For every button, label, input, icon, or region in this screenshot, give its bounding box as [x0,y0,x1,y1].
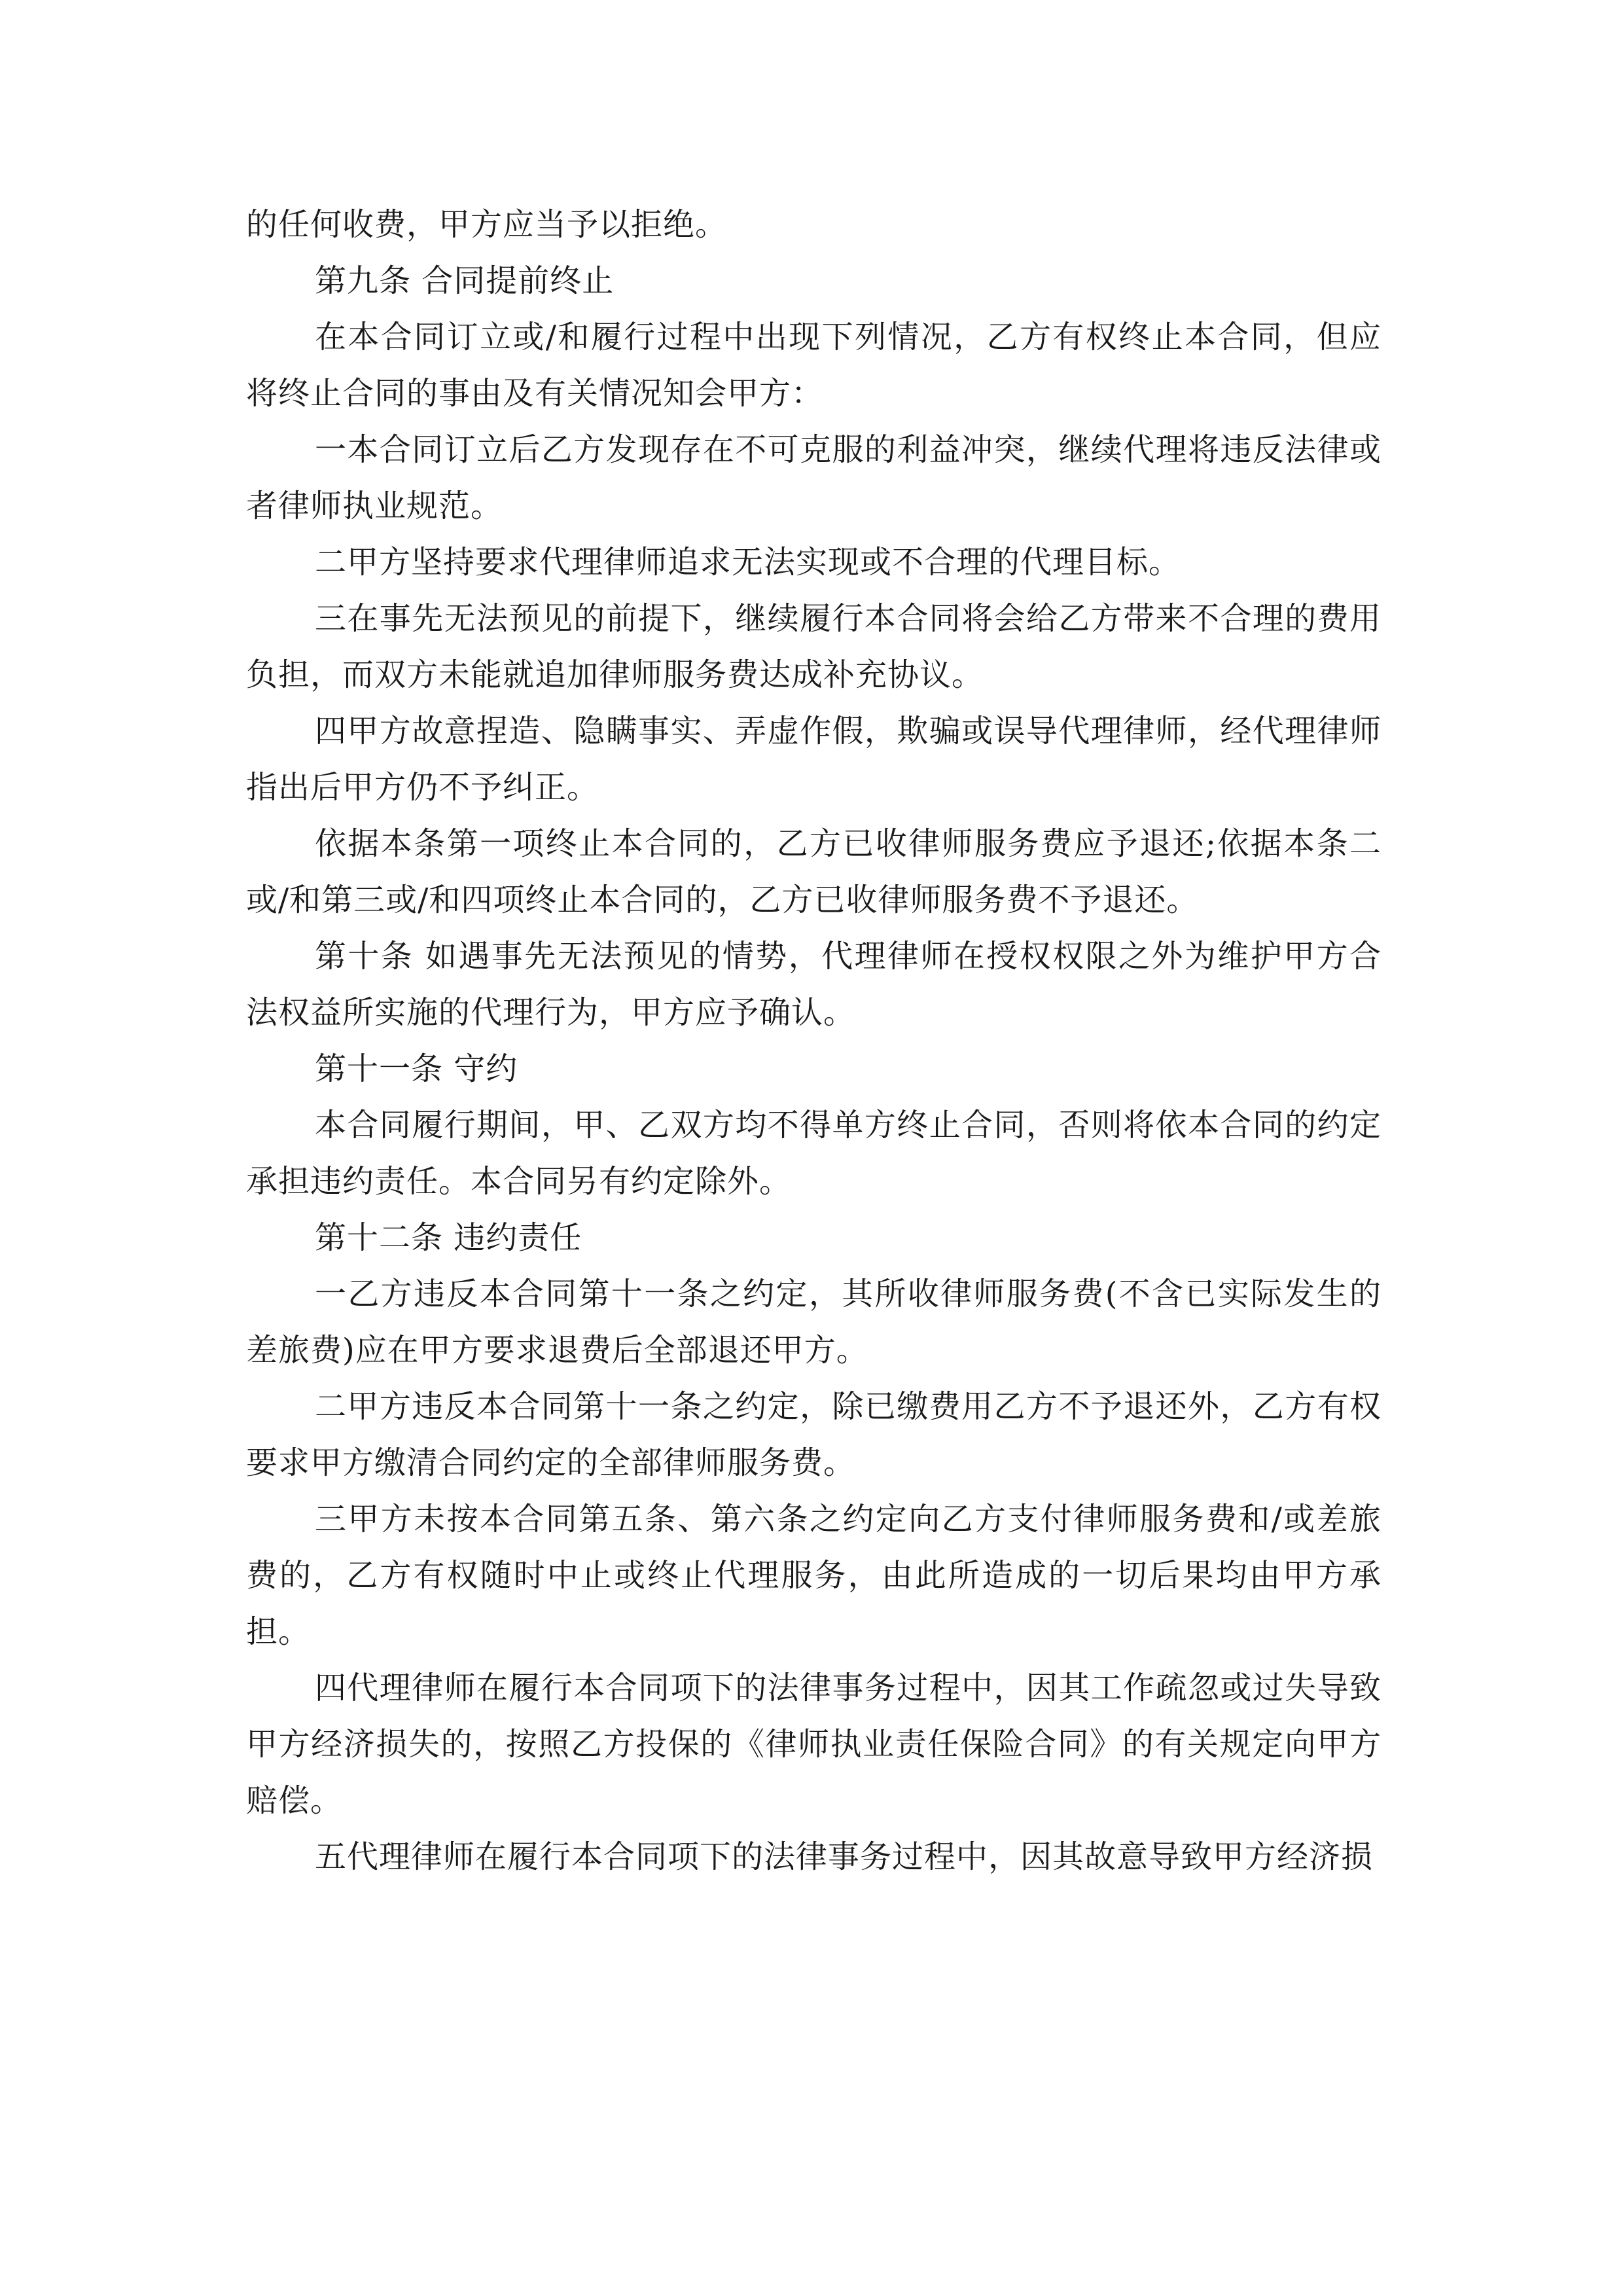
paragraph-article-12-item-2: 二甲方违反本合同第十一条之约定，除已缴费用乙方不予退还外，乙方有权要求甲方缴清合同约定的全部律师服务费。 [246,1388,1382,1481]
paragraph-article-9-intro: 在本合同订立或/和履行过程中出现下列情况，乙方有权终止本合同，但应将终止合同的事由及有关情况知会甲方： [246,319,1382,412]
heading-article-12: 第十二条 违约责任 [315,1219,582,1256]
document-body [246,196,1382,1885]
paragraph-article-12-item-3: 三甲方未按本合同第五条、第六条之约定向乙方支付律师服务费和/或差旅费的，乙方有权随时中止或终止代理服务，由此所造成的一切后果均由甲方承担。 [246,1501,1382,1650]
paragraph-article-10: 第十条 如遇事先无法预见的情势，代理律师在授权权限之外为维护甲方合法权益所实施的代理行为，甲方应予确认。 [246,938,1382,1031]
paragraph-article-12-item-4: 四代理律师在履行本合同项下的法律事务过程中，因其工作疏忽或过失导致甲方经济损失的，按照乙方投保的《律师执业责任保险合同》的有关规定向甲方赔偿。 [246,1670,1382,1819]
heading-article-9: 第九条 合同提前终止 [315,262,615,299]
paragraph-article-11: 本合同履行期间，甲、乙双方均不得单方终止合同，否则将依本合同的约定承担违约责任。本合同另有约定除外。 [246,1107,1382,1200]
heading-article-11: 第十一条 守约 [315,1050,518,1087]
paragraph-article-9-item-1: 一本合同订立后乙方发现存在不可克服的利益冲突，继续代理将违反法律或者律师执业规范。 [246,431,1382,524]
paragraph-article-12-item-5: 五代理律师在履行本合同项下的法律事务过程中，因其故意导致甲方经济损 [315,1839,1374,1875]
paragraph-article-9-item-2: 二甲方坚持要求代理律师追求无法实现或不合理的代理目标。 [315,544,1181,581]
paragraph-article-9-item-3: 三在事先无法预见的前提下，继续履行本合同将会给乙方带来不合理的费用负担，而双方未能就追加律师服务费达成补充协议。 [246,600,1382,693]
paragraph-article-9-item-4: 四甲方故意捏造、隐瞒事实、弄虚作假，欺骗或误导代理律师，经代理律师指出后甲方仍不予纠正。 [246,713,1382,806]
paragraph-article-9-refund: 依据本条第一项终止本合同的，乙方已收律师服务费应予退还;依据本条二或/和第三或/和四项终止本合同的，乙方已收律师服务费不予退还。 [246,825,1382,918]
paragraph-continuation: 的任何收费，甲方应当予以拒绝。 [246,206,728,243]
paragraph-article-12-item-1: 一乙方违反本合同第十一条之约定，其所收律师服务费(不含已实际发生的差旅费)应在甲方要求退费后全部退还甲方。 [246,1276,1382,1369]
